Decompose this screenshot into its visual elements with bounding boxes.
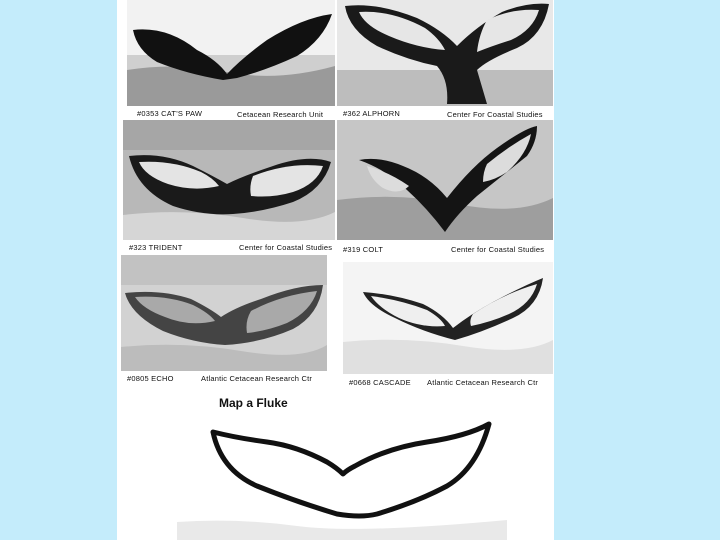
fluke-photo-trident	[123, 120, 335, 240]
fluke-photo-alphorn	[337, 0, 553, 106]
fluke-photo-colt	[337, 120, 553, 240]
fluke-caption-cascade: #0668 CASCADE	[349, 378, 411, 387]
fluke-caption-trident: #323 TRIDENT	[129, 243, 183, 252]
map-a-fluke-title: Map a Fluke	[219, 396, 288, 410]
fluke-source-cats-paw: Cetacean Research Unit	[237, 110, 324, 119]
fluke-photo-echo	[121, 255, 327, 371]
fluke-source-cascade: Atlantic Cetacean Research Ctr	[427, 378, 539, 387]
fluke-caption-echo: #0805 ECHO	[127, 374, 174, 383]
fluke-photo-cats-paw	[127, 0, 335, 106]
fluke-source-trident: Center for Coastal Studies	[239, 243, 333, 252]
fluke-outline-drawing	[177, 410, 507, 540]
fluke-photo-cascade	[343, 262, 553, 374]
fluke-source-alphorn: Center For Coastal Studies	[447, 110, 543, 119]
fluke-source-echo: Atlantic Cetacean Research Ctr	[201, 374, 313, 383]
fluke-caption-alphorn: #362 ALPHORN	[343, 109, 401, 118]
fluke-caption-cats-paw: #0353 CAT'S PAW	[137, 109, 203, 118]
fluke-source-colt: Center for Coastal Studies	[451, 245, 545, 254]
fluke-catalog-page	[117, 0, 554, 540]
fluke-caption-colt: #319 COLT	[343, 245, 384, 254]
